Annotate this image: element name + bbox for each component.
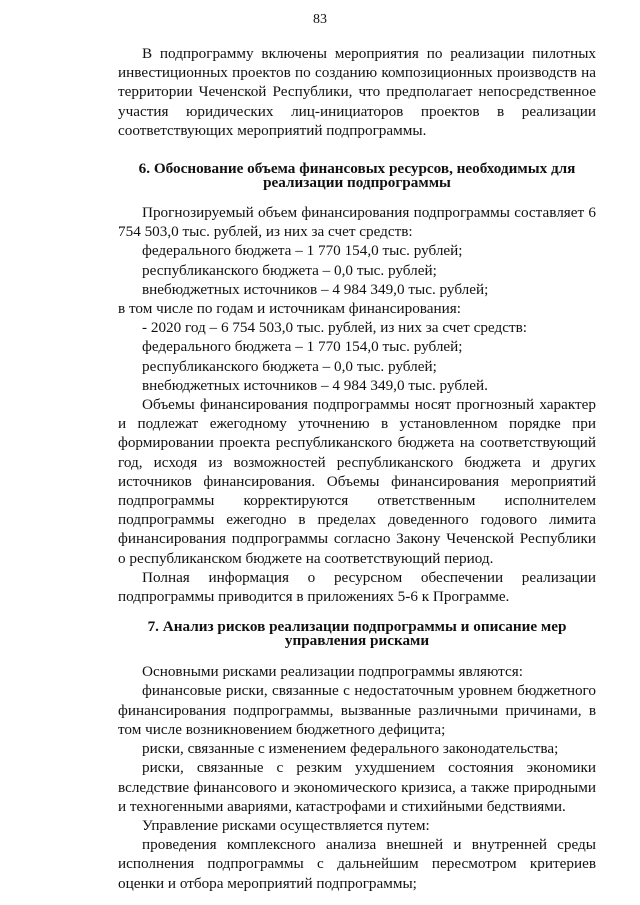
environment-analysis-item: проведения комплексного анализа внешней и внутренней среды исполнения подпрограммы с дальнейшим пересмотром критериев оценки и отбора мероприятий подпрограммы; bbox=[118, 836, 596, 892]
financial-risks-item: финансовые риски, связанные с недостаточным уровнем бюджетного финансирования подпрограммы, вызванные различными причинами, в том числе возникновением бюджетного дефицита; bbox=[118, 682, 596, 738]
full-info-paragraph: Полная информация о ресурсном обеспечении реализации подпрограммы приводится в приложениях 5-6 к Программе. bbox=[118, 568, 596, 606]
volumes-paragraph: Объемы финансирования подпрограммы носят прогнозный характер и подлежат ежегодному уточнению в установленном порядке при формировании проекта республиканского бюджета на соответствующий год, исходя из возможностей республиканского бюджета и других источников финансирования. Объемы финансирования мероприятий подпрограммы корректируются ответственным исполнителем подпрограммы ежегодно в пределах доведенного годового лимита финансирования подпрограммы согласно Закону Чеченской Республики о республиканском бюджете на соответствующий период. bbox=[118, 396, 596, 567]
extrabudget-2020-line: внебюджетных источников – 4 984 349,0 тыс. рублей. bbox=[142, 376, 488, 394]
intro-paragraph: В подпрограмму включены мероприятия по реализации пилотных инвестиционных проектов по созданию композиционных производств на территории Чеченской Республики, что предполагает непосредственное участия юридических лиц-инициаторов проектов в реализации соответствующих мероприятий подпрограммы. bbox=[118, 45, 596, 139]
main-risks-intro: Основными рисками реализации подпрограммы являются: bbox=[142, 663, 523, 681]
extrabudget-line: внебюджетных источников – 4 984 349,0 тыс. рублей; bbox=[142, 280, 489, 298]
section-6-heading: 6. Обоснование объема финансовых ресурсов, необходимых для реализации подпрограммы bbox=[138, 160, 576, 191]
republic-budget-2020-line: республиканского бюджета – 0,0 тыс. рублей; bbox=[142, 357, 437, 375]
federal-budget-line: федерального бюджета – 1 770 154,0 тыс. рублей; bbox=[142, 242, 463, 260]
risk-management-intro: Управление рисками осуществляется путем: bbox=[142, 816, 430, 834]
section-7-heading: 7. Анализ рисков реализации подпрограммы и описание мер управления рисками bbox=[147, 618, 567, 649]
page-number: 83 bbox=[313, 12, 327, 27]
by-year-intro: в том числе по годам и источникам финансирования: bbox=[118, 300, 461, 318]
federal-budget-2020-line: федерального бюджета – 1 770 154,0 тыс. рублей; bbox=[142, 338, 463, 356]
page-content bbox=[118, 44, 596, 893]
republic-budget-line: республиканского бюджета – 0,0 тыс. рублей; bbox=[142, 261, 437, 279]
economic-risks-item: риски, связанные с резким ухудшением состояния экономики вследствие финансового и экономического кризиса, а также природными и техногенными авариями, катастрофами и стихийными бедствиями. bbox=[118, 759, 596, 815]
forecast-paragraph: Прогнозируемый объем финансирования подпрограммы составляет 6 754 503,0 тыс. рублей, из них за счет средств: bbox=[118, 204, 596, 241]
legislative-risks-item: риски, связанные с изменением федерального законодательства; bbox=[142, 740, 559, 758]
year-2020-line: - 2020 год – 6 754 503,0 тыс. рублей, из них за счет средств: bbox=[142, 319, 527, 337]
